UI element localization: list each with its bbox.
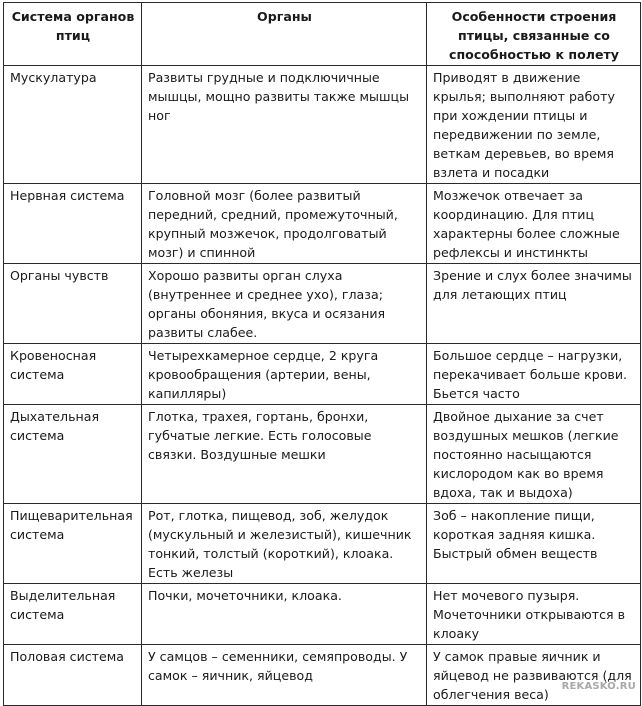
cell-organs: Хорошо развиты орган слуха (внутреннее и среднее ухо), глаза; органы обоняния, вкуса и осязания развиты слабее. bbox=[142, 264, 427, 344]
cell-system: Пищеварительная система bbox=[4, 504, 142, 584]
cell-organs: Четырехкамерное сердце, 2 круга кровообращения (артерии, вены, капилляры) bbox=[142, 344, 427, 405]
cell-features: Нет мочевого пузыря. Мочеточники открываются в клоаку bbox=[427, 584, 641, 645]
table-row bbox=[4, 344, 641, 405]
site-watermark: REKASKO.RU bbox=[561, 681, 636, 692]
table-row bbox=[4, 405, 641, 504]
header-organs: Органы bbox=[142, 3, 427, 66]
cell-system: Дыхательная система bbox=[4, 405, 142, 504]
table-row bbox=[4, 264, 641, 344]
cell-system: Органы чувств bbox=[4, 264, 142, 344]
cell-features: Двойное дыхание за счет воздушных мешков (легкие постоянно насыщаются кислородом как во время вдоха, так и выдоха) bbox=[427, 405, 641, 504]
table-row bbox=[4, 645, 641, 706]
cell-features: Зрение и слух более значимы для летающих птиц bbox=[427, 264, 641, 344]
table-row bbox=[4, 184, 641, 264]
bird-organ-systems-table bbox=[3, 2, 641, 706]
header-features: Особенности строения птицы, связанные со способностью к полету bbox=[427, 3, 641, 66]
table-row bbox=[4, 584, 641, 645]
cell-features: Зоб – накопление пищи, короткая задняя кишка. Быстрый обмен веществ bbox=[427, 504, 641, 584]
cell-organs: У самцов – семенники, семяпроводы. У самок – яичник, яйцевод bbox=[142, 645, 427, 706]
cell-system: Мускулатура bbox=[4, 66, 142, 184]
table-row bbox=[4, 66, 641, 184]
cell-organs: Головной мозг (более развитый передний, средний, промежуточный, крупный мозжечок, продолговатый мозг) и спинной bbox=[142, 184, 427, 264]
cell-features: Большое сердце – нагрузки, перекачивает больше крови. Бьется часто bbox=[427, 344, 641, 405]
cell-features: Мозжечок отвечает за координацию. Для птиц характерны более сложные рефлексы и инстинкты bbox=[427, 184, 641, 264]
cell-system: Выделительная система bbox=[4, 584, 142, 645]
cell-organs: Почки, мочеточники, клоака. bbox=[142, 584, 427, 645]
cell-system: Нервная система bbox=[4, 184, 142, 264]
cell-system: Половая система bbox=[4, 645, 142, 706]
table-header-row bbox=[4, 3, 641, 66]
cell-organs: Глотка, трахея, гортань, бронхи, губчатые легкие. Есть голосовые связки. Воздушные мешки bbox=[142, 405, 427, 504]
cell-organs: Развиты грудные и подключичные мышцы, мощно развиты также мышцы ног bbox=[142, 66, 427, 184]
cell-organs: Рот, глотка, пищевод, зоб, желудок (мускульный и железистый), кишечник тонкий, толстый (короткий), клоака. Есть железы bbox=[142, 504, 427, 584]
header-system: Система органов птиц bbox=[4, 3, 142, 66]
table-row bbox=[4, 504, 641, 584]
cell-features: Приводят в движение крылья; выполняют работу при хождении птицы и передвижении по земле, веткам деревьев, во время взлета и посадки bbox=[427, 66, 641, 184]
cell-system: Кровеносная система bbox=[4, 344, 142, 405]
cell-features: У самок правые яичник и яйцевод не развиваются (для облегчения веса) bbox=[427, 645, 641, 706]
